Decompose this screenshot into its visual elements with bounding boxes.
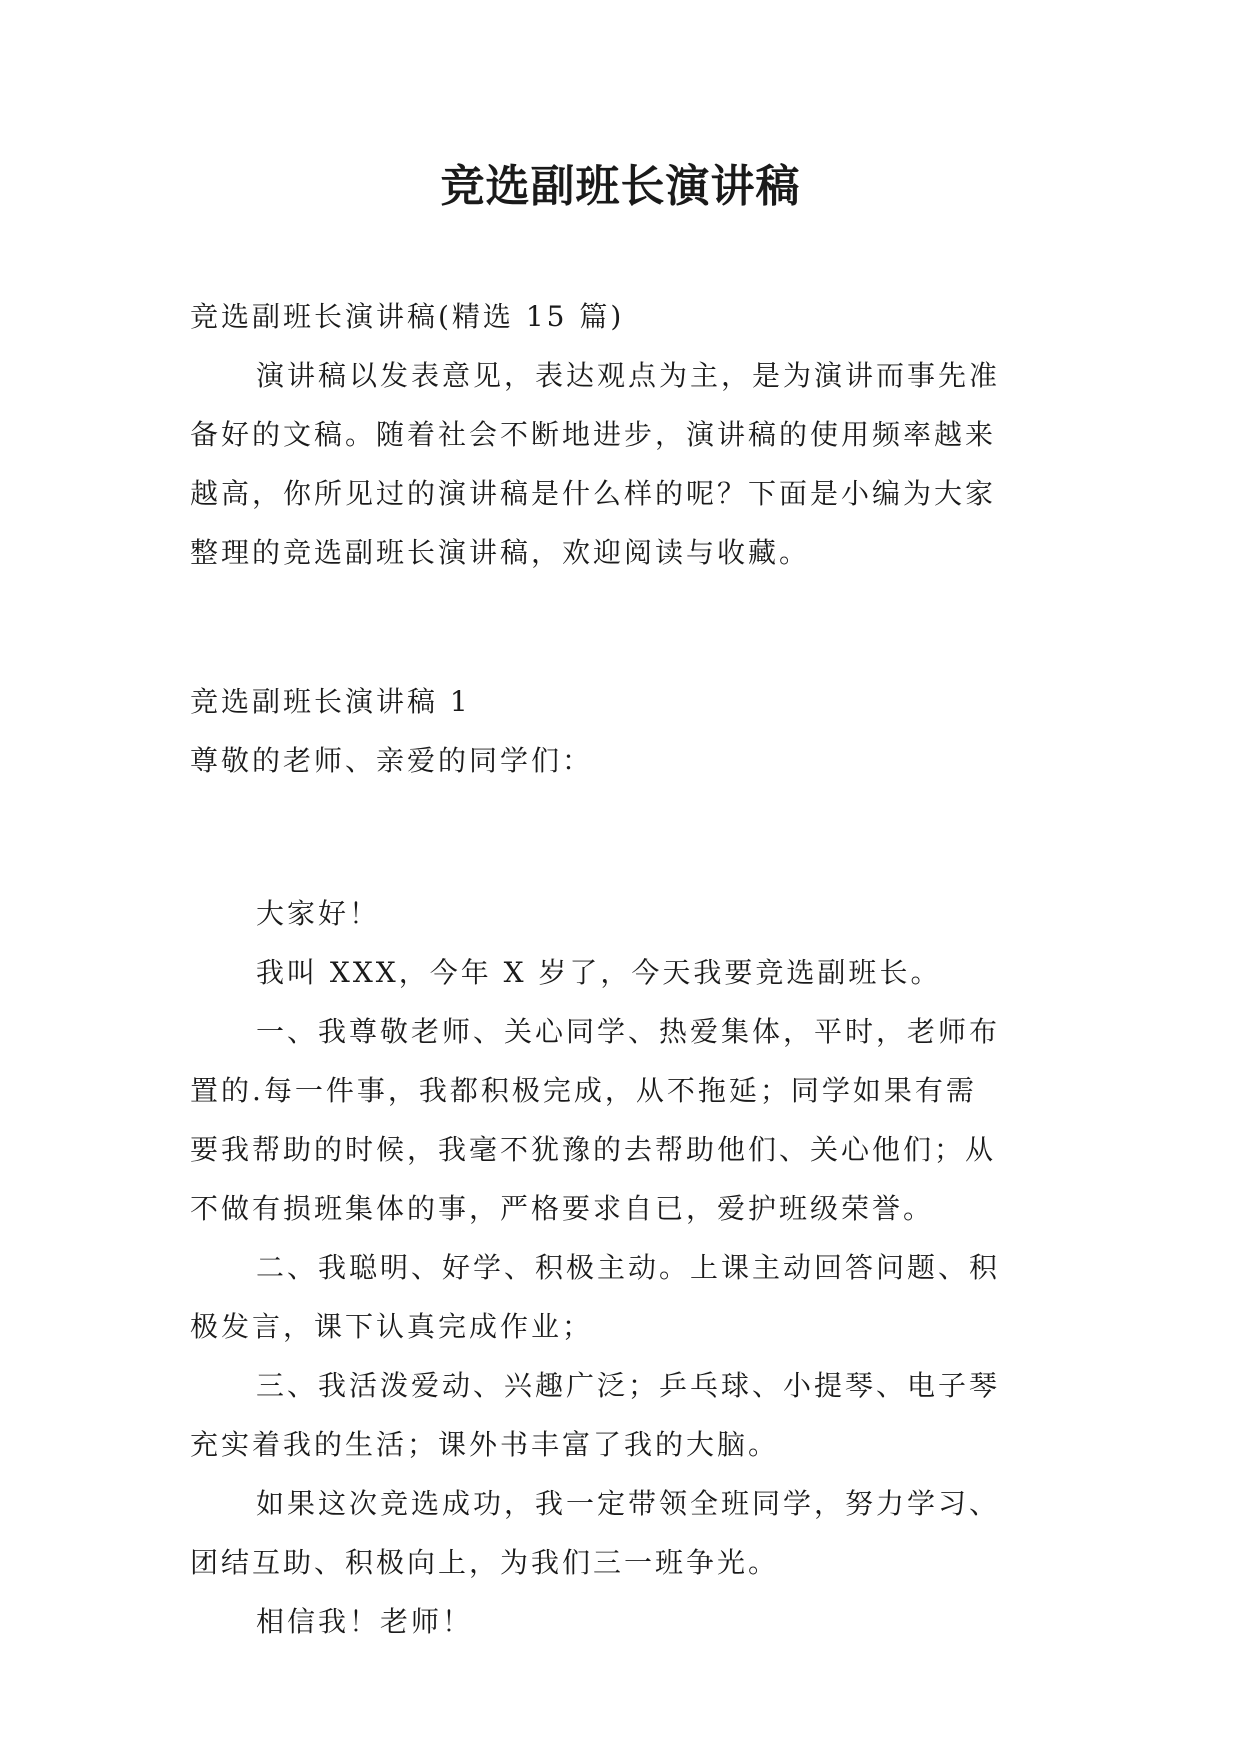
speech-paragraph-line: 不做有损班集体的事，严格要求自已，爱护班级荣誉。 xyxy=(190,1192,935,1225)
intro-paragraph-line: 演讲稿以发表意见，表达观点为主，是为演讲而事先准 xyxy=(256,359,1001,392)
spacer xyxy=(190,582,1060,672)
speech-paragraph-line: 充实着我的生活；课外书丰富了我的大脑。 xyxy=(190,1428,780,1461)
intro-paragraph-line: 整理的竞选副班长演讲稿，欢迎阅读与收藏。 xyxy=(190,536,811,569)
speech-paragraph-line: 我叫 XXX，今年 X 岁了，今天我要竞选副班长。 xyxy=(256,956,942,989)
section-heading: 竞选副班长演讲稿 1 xyxy=(190,685,471,718)
speech-paragraph-line: 三、我活泼爱动、兴趣广泛；乒乓球、小提琴、电子琴 xyxy=(256,1369,1001,1402)
subtitle-line: 竞选副班长演讲稿(精选 15 篇) xyxy=(190,300,625,333)
intro-paragraph-line: 越高，你所见过的演讲稿是什么样的呢？下面是小编为大家 xyxy=(190,477,997,510)
speech-paragraph-line: 如果这次竞选成功，我一定带领全班同学，努力学习、 xyxy=(256,1487,1001,1520)
speech-paragraph-line: 要我帮助的时候，我毫不犹豫的去帮助他们、关心他们；从 xyxy=(190,1133,997,1166)
speech-paragraph-line: 一、我尊敬老师、关心同学、热爱集体，平时，老师布 xyxy=(256,1015,1001,1048)
speech-paragraph-line: 置的.每一件事，我都积极完成，从不拖延；同学如果有需 xyxy=(190,1074,977,1107)
intro-paragraph-line: 备好的文稿。随着社会不断地进步，演讲稿的使用频率越来 xyxy=(190,418,997,451)
greeting-line: 大家好！ xyxy=(256,897,381,930)
document-body xyxy=(190,287,1060,1651)
spacer xyxy=(190,790,1060,884)
closing-line: 相信我！老师！ xyxy=(256,1605,474,1638)
salutation-line: 尊敬的老师、亲爱的同学们： xyxy=(190,744,594,777)
speech-paragraph-line: 极发言，课下认真完成作业； xyxy=(190,1310,594,1343)
speech-paragraph-line: 团结互助、积极向上，为我们三一班争光。 xyxy=(190,1546,780,1579)
speech-paragraph-line: 二、我聪明、好学、积极主动。上课主动回答问题、积 xyxy=(256,1251,1001,1284)
document-title: 竞选副班长演讲稿 xyxy=(440,161,801,212)
